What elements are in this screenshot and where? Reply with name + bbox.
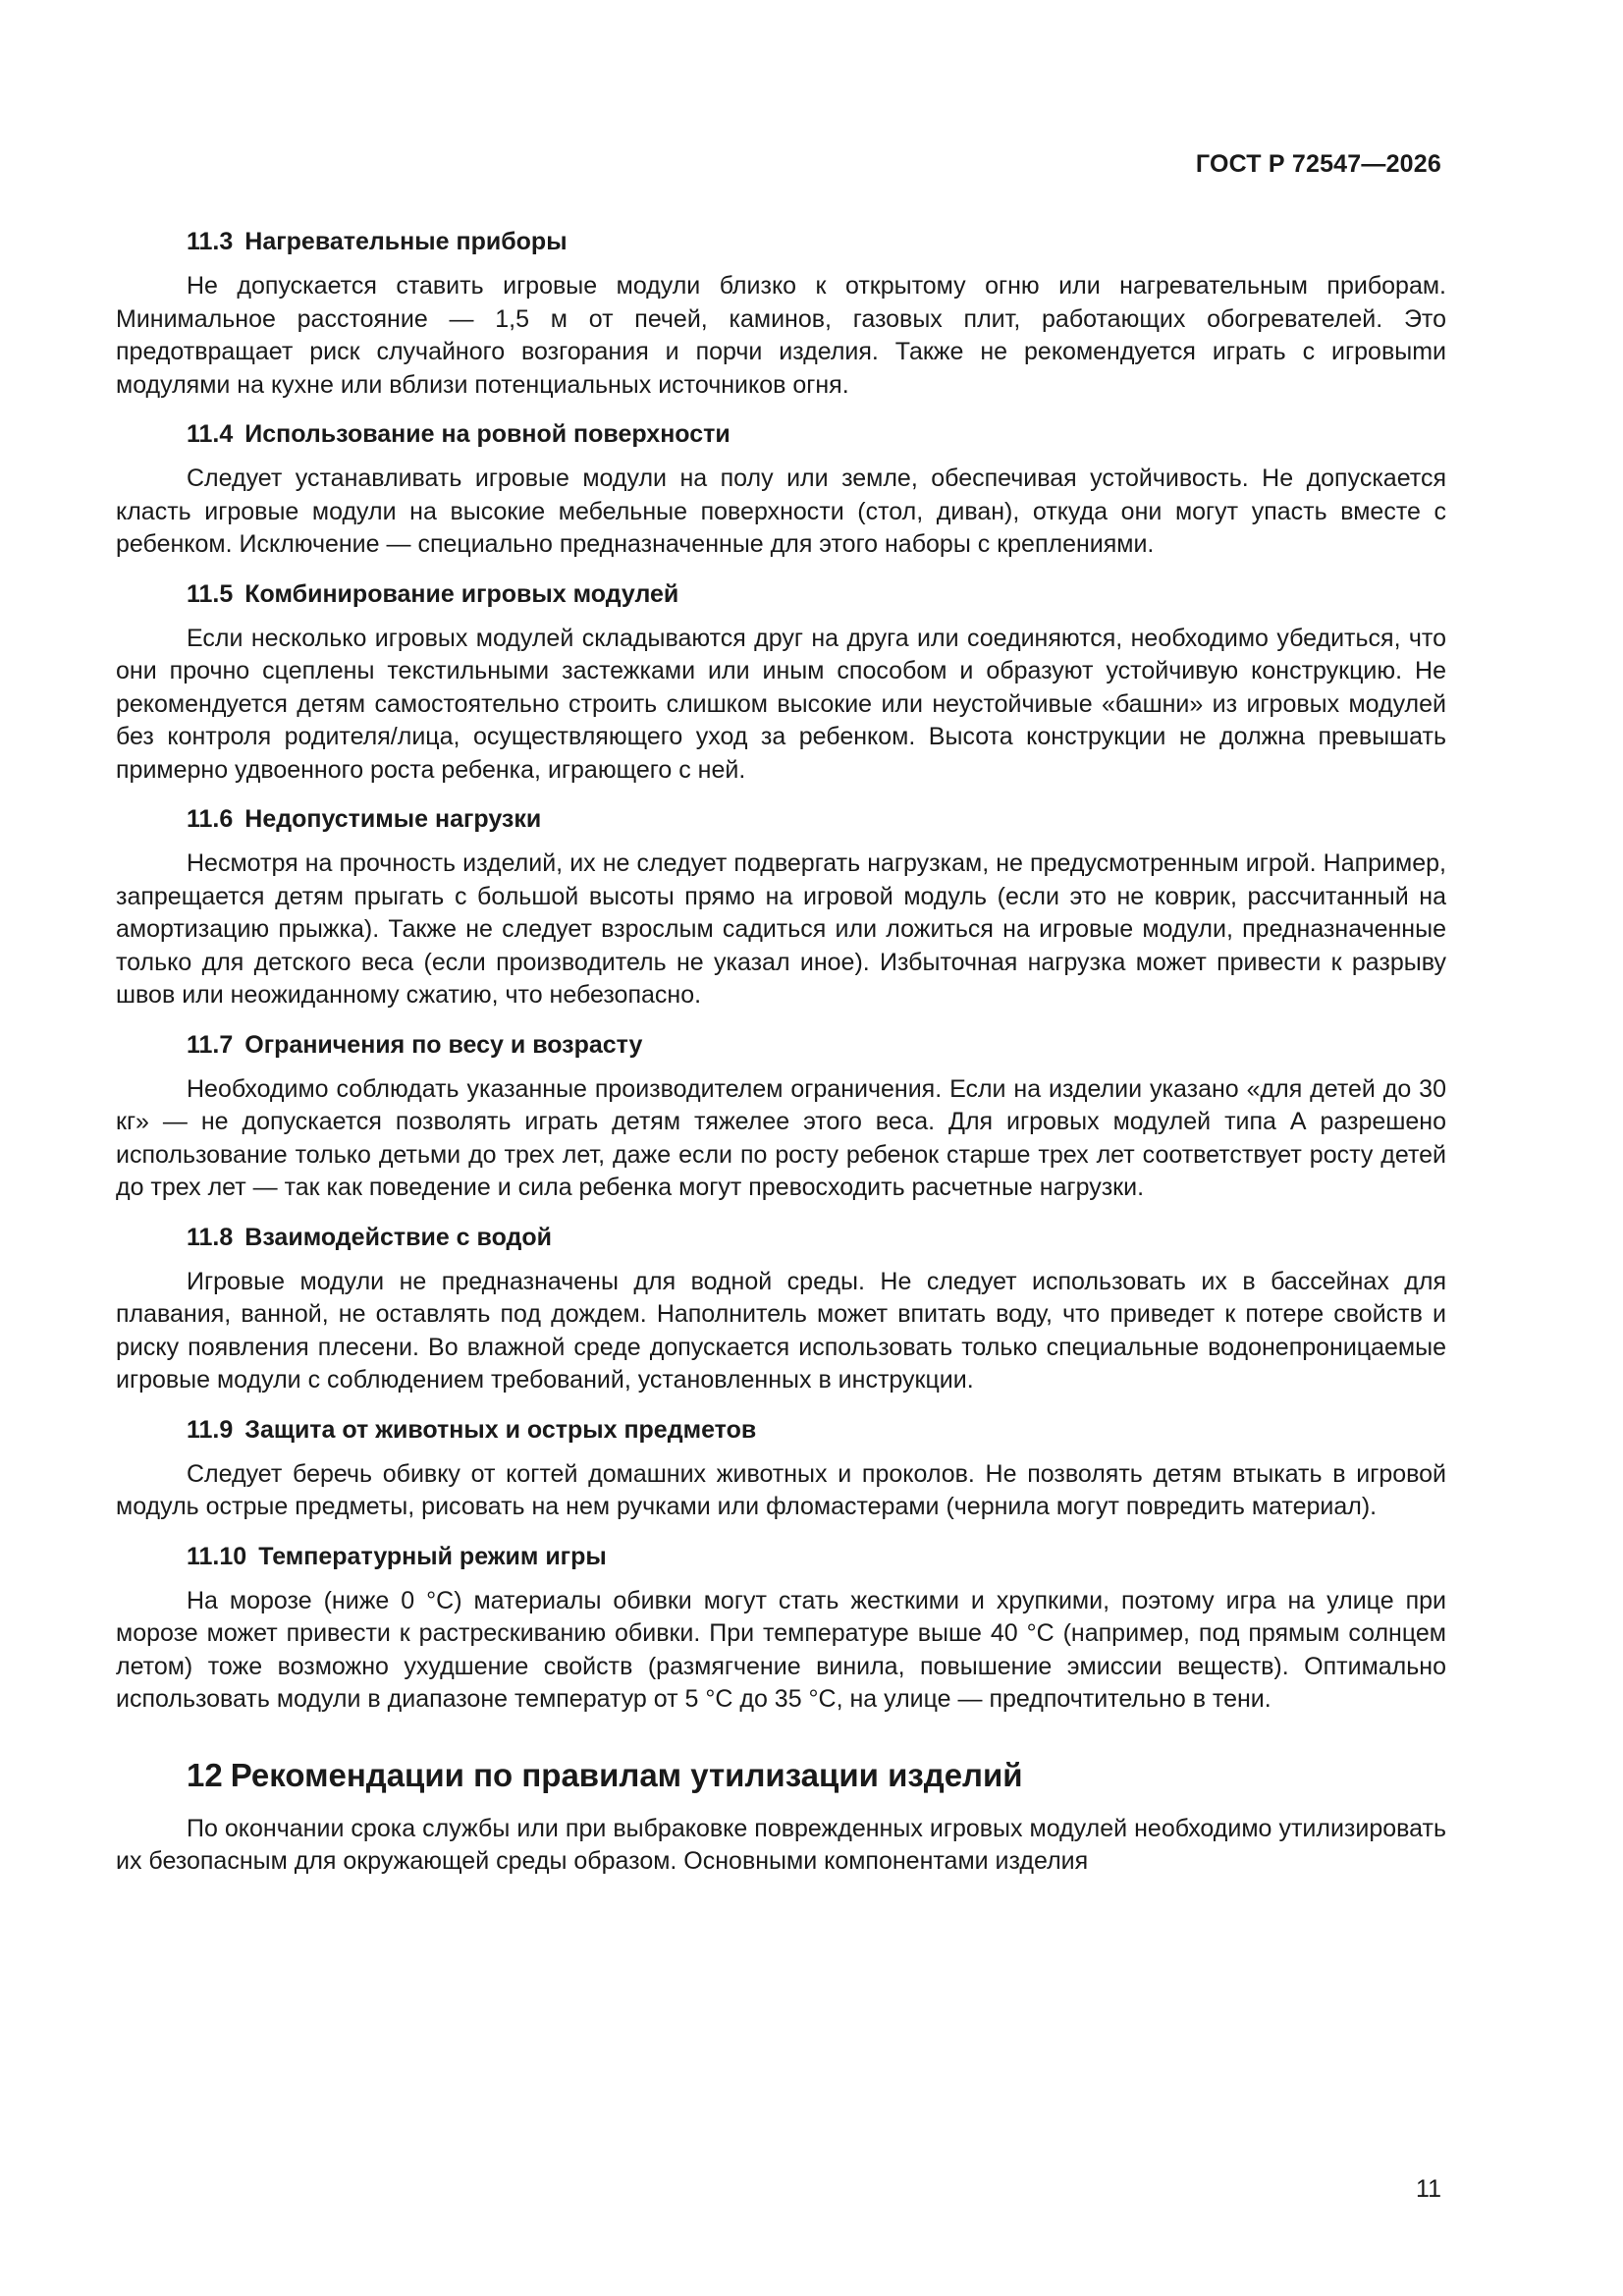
subsection-paragraph: Если несколько игровых модулей складываются друг на друга или соединяются, необходимо убедиться, что они прочно сцеплены текстильными застежками или иным способом и образуют устойчивую конструкцию. Не рекомендуется детям самостоятельно строить слишком высокие или неустойчивые «башни» из игровых модулей без контроля родителя/лица, осуществляющего уход за ребенком. Высота конструкции не должна превышать примерно удвоенного роста ребенка, играющего с ней. — [116, 624, 1446, 784]
subsection-heading — [116, 801, 1446, 837]
document-body — [116, 224, 1446, 1893]
subsection-11-4 — [116, 416, 1446, 562]
subsection-number: 11.8 — [187, 1223, 234, 1251]
subsection-paragraph: Следует устанавливать игровые модули на полу или земле, обеспечивая устойчивость. Не допускается класть игровые модули на высокие мебельные поверхности (стол, диван), откуда они могут упасть вместе с ребенком. Исключение — специально предназначенные для этого наборы с креплениями. — [116, 465, 1446, 558]
subsection-heading — [116, 416, 1446, 452]
subsection-title: Недопустимые нагрузки — [244, 805, 542, 833]
subsection-11-7 — [116, 1027, 1446, 1205]
section-title: Рекомендации по правилам утилизации изделий — [230, 1756, 1023, 1793]
subsection-title: Защита от животных и острых предметов — [244, 1415, 757, 1444]
subsection-title: Нагревательные приборы — [244, 228, 568, 255]
subsection-number: 11.4 — [187, 420, 234, 448]
document-code-header: ГОСТ Р 72547—2026 — [1195, 150, 1441, 178]
subsection-title: Использование на ровной поверхности — [244, 420, 730, 448]
subsection-11-3 — [116, 224, 1446, 402]
subsection-paragraph: Игровые модули не предназначены для водной среды. Не следует использовать их в бассейнах для плавания, ванной, не оставлять под дождем. Наполнитель может впитать воду, что приведет к потере свойств и риску появления плесени. Во влажной среде допускается использовать только специальные водонепроницаемые игровые модули с соблюдением требований, установленных в инструкции. — [116, 1267, 1446, 1394]
subsection-title: Ограничения по весу и возрасту — [244, 1030, 643, 1059]
subsection-number: 11.9 — [187, 1415, 234, 1444]
subsection-heading — [116, 1539, 1446, 1574]
subsection-heading — [116, 1412, 1446, 1448]
subsection-11-9 — [116, 1412, 1446, 1524]
subsection-number: 11.3 — [187, 228, 234, 255]
subsection-heading — [116, 224, 1446, 259]
subsection-heading — [116, 1220, 1446, 1255]
subsection-title: Температурный режим игры — [258, 1542, 607, 1570]
subsection-paragraph: Не допускается ставить игровые модули близко к открытому огню или нагревательным приборам. Минимальное расстояние — 1,5 м от печей, каминов, газовых плит, работающих обогревателей. Это предотвращает риск случайного возгорания и порчи изделия. Также не рекомендуется играть с игровыmи модулями на кухне или вблизи потенциальных источников огня. — [116, 272, 1446, 399]
subsection-paragraph: Необходимо соблюдать указанные производителем ограничения. Если на изделии указано «для детей до 30 кг» — не допускается позволять играть детям тяжелее этого веса. Для игровых модулей типа А разрешено использование только детьми до трех лет, даже если по росту ребенок старше трех лет соответствует росту детей до трех лет — так как поведение и сила ребенка могут превосходить расчетные нагрузки. — [116, 1074, 1446, 1201]
subsection-11-5 — [116, 576, 1446, 788]
subsection-heading — [116, 576, 1446, 612]
subsection-paragraph: Несмотря на прочность изделий, их не следует подвергать нагрузкам, не предусмотренным игрой. Например, запрещается детям прыгать с большой высоты прямо на игровой модуль (если это не коврик, рассчитанный на амортизацию прыжка). Также не следует взрослым садиться или ложиться на игровые модули, предназначенные только для детского веса (если производитель не указал иное). Избыточная нагрузка может привести к разрыву швов или неожиданному сжатию, что небезопасно. — [116, 849, 1446, 1009]
subsection-number: 11.7 — [187, 1030, 234, 1059]
subsection-heading — [116, 1027, 1446, 1063]
section-number: 12 — [187, 1756, 223, 1793]
page-number: 11 — [1416, 2175, 1441, 2203]
subsection-paragraph: Следует беречь обивку от когтей домашних животных и проколов. Не позволять детям втыкать в игровой модуль острые предметы, рисовать на нем ручками или фломастерами (чернила могут повредить материал). — [116, 1459, 1446, 1520]
subsection-paragraph: На морозе (ниже 0 °С) материалы обивки могут стать жесткими и хрупкими, поэтому игра на улице при морозе может привести к растрескиванию обивки. При температуре выше 40 °С (например, под прямым солнцем летом) тоже возможно ухудшение свойств (размягчение винила, повышение эмиссии веществ). Оптимально использовать модули в диапазоне температур от 5 °С до 35 °С, на улице — предпочтительно в тени. — [116, 1586, 1446, 1713]
subsection-number: 11.5 — [187, 579, 234, 608]
subsection-11-6 — [116, 801, 1446, 1012]
section-heading-12 — [116, 1754, 1446, 1797]
subsection-title: Взаимодействие с водой — [244, 1223, 553, 1251]
subsection-11-8 — [116, 1220, 1446, 1397]
subsection-number: 11.6 — [187, 805, 234, 833]
section-12-paragraph: По окончании срока службы или при выбраковке поврежденных игровых модулей необходимо утилизировать их безопасным для окружающей среды образом. Основными компонентами изделия — [116, 1814, 1446, 1875]
subsection-title: Комбинирование игровых модулей — [244, 579, 679, 608]
subsection-number: 11.10 — [187, 1542, 247, 1570]
subsection-11-10 — [116, 1539, 1446, 1717]
